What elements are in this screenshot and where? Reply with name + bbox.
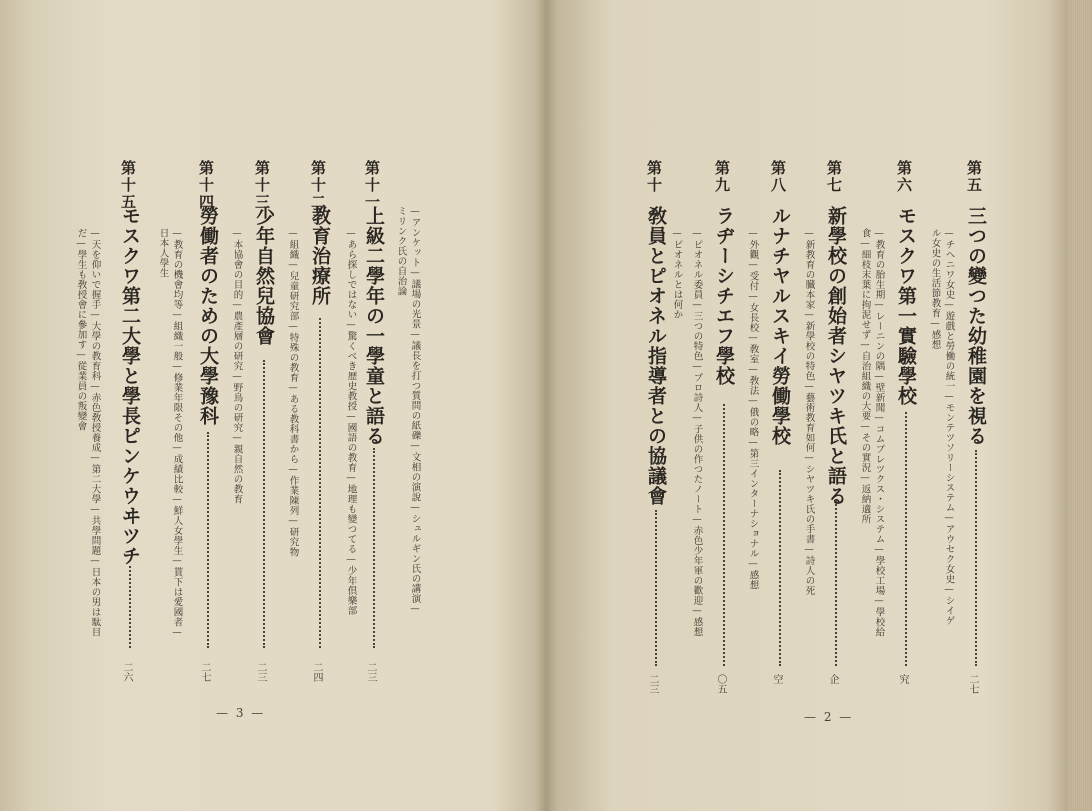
chapter-summary-5b: ル女史の生活節教育—感想: [929, 228, 941, 350]
chapter-summary-13: —組織—兒童研究部—特殊の教育—ある教科書から—作業陳列—研究物: [287, 228, 299, 557]
page-number-14: 二七: [199, 662, 210, 682]
chapter-title-14: 勞働者のための大學豫科: [197, 206, 219, 426]
chapter-label-7: 第七: [825, 160, 843, 194]
chapter-label-11: 第十一: [363, 160, 381, 211]
chapter-title-10: 敎員とピオネル指導者との協議會: [645, 206, 667, 506]
chapter-label-6: 第六: [895, 160, 913, 194]
chapter-summary-16a: —天を仰いで握手—大學の教育科—赤色敎授養成—第二大學—共學問題—日本の男は駄目: [89, 228, 101, 637]
leader-dots: [207, 432, 209, 648]
chapter-summary-12: —あら探しではない—驚くべき歴史教授—國語の教育—地理も變つてる—少年倶樂部: [345, 228, 357, 616]
leader-dots: [905, 412, 907, 666]
leader-dots: [975, 450, 977, 666]
chapter-summary-6b: 食—細枝末葉に拘泥せず—自治組織の大要—その實況—返納適所: [859, 228, 871, 524]
chapter-label-10: 第十: [645, 160, 663, 194]
page-number-7: 企: [827, 674, 838, 684]
chapter-summary-11a: —アンケット—議場の光景—議長を打つ質問の紙礫—文相の演說—シュルギン氏の講演—: [409, 206, 421, 615]
chapter-summary-7: —新教育の臓本家—新學校の特色—藝術教育如何—シヤツキ氏の手書—詩人の死: [803, 228, 815, 596]
chapter-label-5: 第五: [965, 160, 983, 194]
chapter-summary-9: —ピオネル委員—三つの特色—プロ詩人—子供の作つたノート—赤色少年軍の歡迎—感想: [691, 228, 703, 637]
chapter-title-9: ラヂーシチエフ學校: [713, 206, 735, 386]
chapter-label-14: 第十四: [197, 160, 215, 211]
chapter-summary-10: —ピオネルとは何か: [671, 228, 683, 320]
chapter-title-6: モスクワ第一實驗學校: [895, 206, 917, 406]
leader-dots: [779, 470, 781, 666]
page-folio-right: — 2 —: [804, 710, 854, 724]
chapter-title-13: 少年自然兒協會: [253, 206, 275, 346]
chapter-title-7: 新學校の創始者シヤツキ氏と語る: [825, 206, 847, 506]
page-folio-left: — 3 —: [216, 706, 266, 720]
page-edges: [1068, 0, 1092, 811]
chapter-label-13: 第十三: [253, 160, 271, 211]
page-number-12: 二四: [311, 662, 322, 682]
chapter-title-5: 三つの變つた幼稚園を視る: [965, 206, 987, 446]
chapter-label-8: 第八: [769, 160, 787, 194]
left-page: [0, 0, 540, 811]
page-number-9: 〇五: [715, 674, 726, 694]
page-number-15: 二六: [121, 662, 132, 682]
chapter-summary-14: —本協會の目的—農產層の研究—野鳥の研究—親自然の教育: [231, 228, 243, 504]
page-number-10: 二三: [647, 674, 658, 694]
leader-dots: [655, 510, 657, 666]
chapter-summary-5a: —チヘニワ女史—遊戲と勞働の統一—モンテツソリーシステム—アウセク女史—シイゲ: [943, 228, 955, 626]
chapter-summary-8: —外觀—受付—女長校—敎室—敎法—俄の略—第三インターナショナル—感想: [747, 228, 759, 590]
chapter-summary-16b: だ—學生も敎授會に參加す—從業員の叛變會: [75, 228, 87, 431]
page-number-5: 二七: [967, 674, 978, 694]
right-page: [546, 0, 1092, 811]
leader-dots: [723, 404, 725, 666]
chapter-summary-15a: —教育の機會均等—組織一般—修業年限その他—成績比較—鮮人女學生—貰下は愛國者—: [171, 228, 183, 639]
leader-dots: [263, 360, 265, 648]
chapter-label-9: 第九: [713, 160, 731, 194]
chapter-summary-15b: 日本人學生: [157, 228, 169, 278]
leader-dots: [835, 500, 837, 666]
leader-dots: [129, 566, 131, 648]
chapter-title-15: モスクワ第二大學と學長ピンケウヰツチ: [119, 206, 141, 566]
page-number-11: 二三: [365, 662, 376, 682]
page-number-8: 空: [771, 674, 782, 684]
page-number-6: 究: [897, 674, 908, 684]
chapter-title-12: 教育治療所: [309, 206, 331, 306]
leader-dots: [319, 318, 321, 648]
leader-dots: [373, 448, 375, 648]
chapter-label-12: 第十二: [309, 160, 327, 211]
chapter-title-11: 上級二學年の一學童と語る: [363, 206, 385, 446]
page-number-13: 二三: [255, 662, 266, 682]
chapter-label-15: 第十五: [119, 160, 137, 211]
chapter-title-8: ルナチヤルスキイ勞働學校: [769, 206, 791, 446]
chapter-summary-6a: —教育の胎生期—レーニンの隅—壁新聞—コムプレツクス・システム—學校工場—學校給: [873, 228, 885, 637]
chapter-summary-11b: ミリンク氏の自治論: [395, 206, 407, 296]
